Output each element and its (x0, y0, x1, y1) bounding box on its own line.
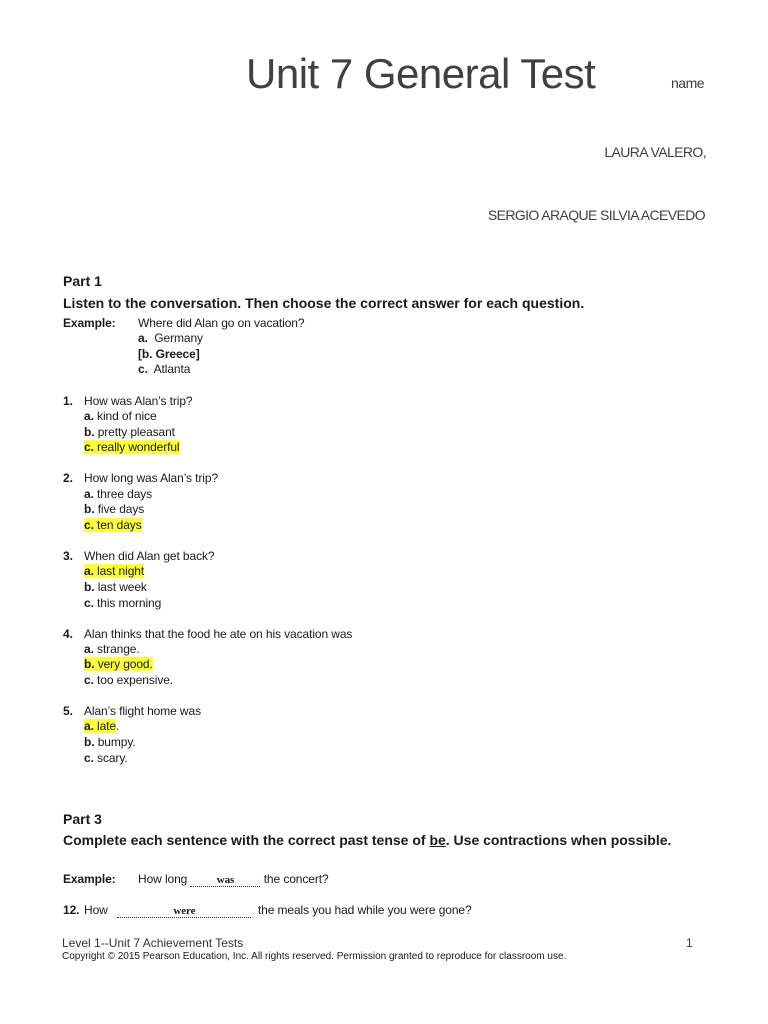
option-letter: a. (84, 642, 94, 656)
example-option-b (138, 347, 200, 363)
example-question: Where did Alan go on vacation? (138, 316, 305, 330)
answer-option[interactable] (84, 642, 140, 658)
question-number: 1. (63, 394, 73, 408)
answer-option[interactable] (84, 487, 152, 503)
option-suffix: . (116, 719, 120, 733)
student-names-line-1: LAURA VALERO, (604, 144, 706, 160)
option-text: this morning (97, 596, 162, 610)
option-letter: b. (84, 425, 95, 439)
option-text: Germany (154, 331, 203, 345)
answer-option[interactable] (84, 425, 175, 441)
option-text: late (97, 719, 116, 733)
answer-option-selected[interactable] (84, 657, 153, 673)
option-letter: a. (84, 719, 94, 733)
question-text: Alan’s flight home was (84, 704, 201, 718)
option-text: three days (97, 487, 153, 501)
answer-option-selected[interactable] (84, 719, 119, 735)
answer-option[interactable] (84, 751, 128, 767)
question-number: 4. (63, 627, 73, 641)
part1-heading: Part 1 (63, 273, 102, 289)
question-number: 3. (63, 549, 73, 563)
answer-option[interactable] (84, 596, 161, 612)
answer-option[interactable] (84, 673, 173, 689)
sentence-end: the meals you had while you were gone? (257, 903, 472, 917)
instruction-text: Complete each sentence with the correct past tense of (63, 832, 430, 848)
option-text: kind of nice (97, 409, 157, 423)
example-label: Example: (63, 316, 116, 330)
footer-copyright: Copyright © 2015 Pearson Education, Inc. All rights reserved. Permission granted to reproduce for classroom use. (62, 951, 567, 962)
question-number: 2. (63, 471, 73, 485)
answer-option-selected[interactable] (84, 564, 144, 580)
option-text: last night (97, 564, 145, 578)
question-sentence (84, 903, 472, 919)
option-text: Atlanta (153, 362, 191, 376)
option-letter: [b. (138, 347, 153, 361)
option-text: five days (97, 502, 145, 516)
option-letter: a. (138, 331, 148, 345)
option-letter: c. (138, 362, 148, 376)
option-letter: c. (84, 596, 94, 610)
student-names-line-2: SERGIO ARAQUE SILVIA ACEVEDO (487, 207, 705, 223)
name-label: name (671, 75, 705, 91)
test-title: Unit 7 General Test (246, 50, 596, 97)
example-option-c (138, 362, 190, 378)
question-text: How was Alan’s trip? (84, 394, 193, 408)
option-letter: a. (84, 487, 94, 501)
option-letter: b. (84, 657, 95, 671)
option-text: strange. (97, 642, 140, 656)
option-letter: c. (84, 440, 94, 454)
question-text: When did Alan get back? (84, 549, 215, 563)
part1-instruction: Listen to the conversation. Then choose the correct answer for each question. (63, 295, 585, 311)
option-text: very good. (97, 657, 153, 671)
example-answer-blank: was (190, 874, 260, 887)
page-number: 1 (686, 936, 693, 950)
footer-series: Level 1--Unit 7 Achievement Tests (62, 936, 244, 950)
option-letter: a. (84, 409, 94, 423)
option-letter: b. (84, 580, 95, 594)
example-option-a (138, 331, 203, 347)
sentence-end: the concert? (263, 872, 329, 886)
option-text: bumpy. (97, 735, 136, 749)
option-text: last week (97, 580, 147, 594)
option-letter: a. (84, 564, 94, 578)
option-letter: b. (84, 735, 95, 749)
option-text: ten days (97, 518, 142, 532)
option-text: pretty pleasant (97, 425, 175, 439)
option-letter: c. (84, 518, 94, 532)
answer-option-selected[interactable] (84, 518, 142, 534)
question-text: How long was Alan’s trip? (84, 471, 219, 485)
answer-blank[interactable]: were (117, 905, 251, 918)
instruction-text-end: . Use contractions when possible. (445, 832, 672, 848)
example-label: Example: (63, 872, 116, 886)
option-text: Greece] (155, 347, 200, 361)
option-letter: c. (84, 673, 94, 687)
answer-option[interactable] (84, 409, 157, 425)
sentence-start: How long (138, 872, 188, 886)
question-number: 12. (63, 903, 80, 917)
answer-option[interactable] (84, 502, 144, 518)
instruction-keyword: be (429, 832, 446, 848)
question-number: 5. (63, 704, 73, 718)
option-text: scary. (97, 751, 128, 765)
answer-option[interactable] (84, 735, 136, 751)
option-letter: b. (84, 502, 95, 516)
option-text: really wonderful (97, 440, 180, 454)
question-text: Alan thinks that the food he ate on his vacation was (84, 627, 353, 641)
part3-instruction (63, 831, 703, 850)
answer-option[interactable] (84, 580, 147, 596)
option-text: too expensive. (97, 673, 174, 687)
answer-option-selected[interactable] (84, 440, 180, 456)
option-letter: c. (84, 751, 94, 765)
part3-heading: Part 3 (63, 811, 102, 827)
sentence-start: How (84, 903, 108, 917)
example-sentence (138, 872, 329, 888)
